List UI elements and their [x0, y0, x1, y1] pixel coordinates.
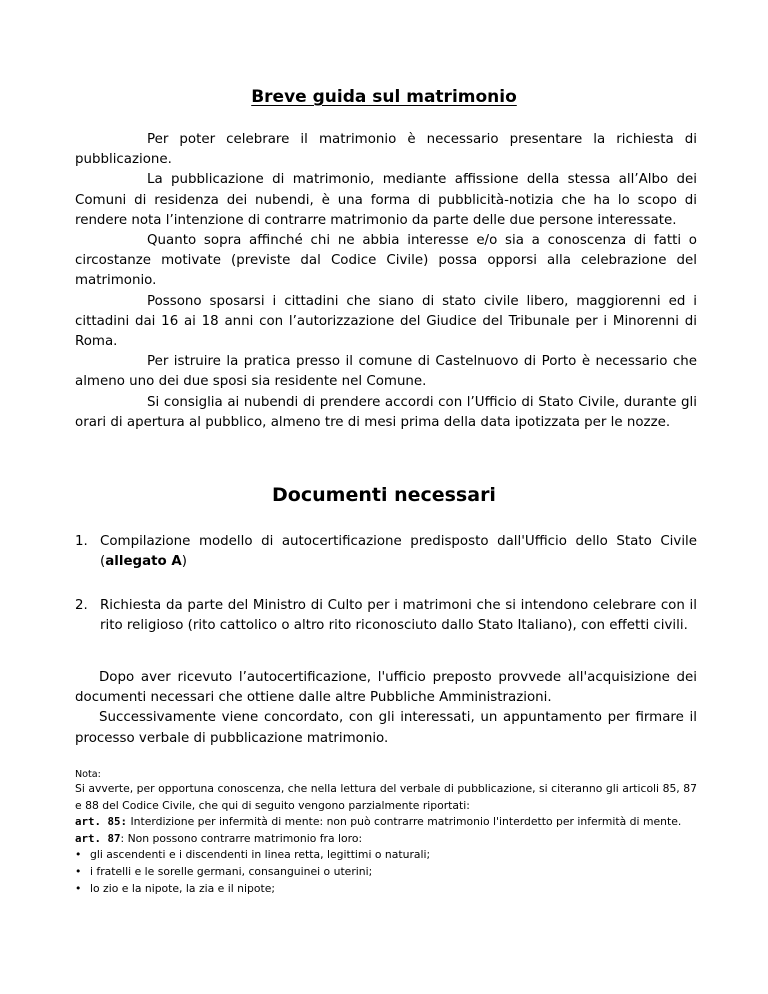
procedure-paragraph: Dopo aver ricevuto l’autocertificazione, l'ufficio preposto provvede all'acquisizione dei documenti necessari che ottiene dalle altre Pubbliche Amministrazioni. — [75, 670, 697, 706]
list-item: • lo zio e la nipote, la zia e il nipote; — [75, 881, 697, 898]
list-number: 1. — [75, 534, 88, 549]
attachment-label: allegato A — [105, 554, 182, 570]
page-title: Breve guida sul matrimonio — [251, 87, 517, 107]
bullet-icon: • — [75, 848, 82, 862]
intro-paragraph: Possono sposarsi i cittadini che siano di stato civile libero, maggiorenni ed i cittadini dai 16 ai 18 anni con l’autorizzazione del Giudice del Tribunale per i Minorenni di Roma. — [75, 293, 697, 350]
article-85: art. 85: Interdizione per infermità di mente: non può contrarre matrimonio l'interdetto per infermità di mente. — [75, 815, 682, 829]
list-item-text: Richiesta da parte del Ministro di Culto per i matrimoni che si intendono celebrare con il rito religioso (rito cattolico o altro rito riconosciuto dallo Stato Italiano), con effetti civili. — [100, 598, 697, 634]
intro-paragraph: La pubblicazione di matrimonio, mediante affissione della stessa all’Albo dei Comuni di residenza dei nubendi, è una forma di pubblicità-notizia che ha lo scopo di rendere nota l’intenzione di contrarre matrimonio da parte delle due persone interessate. — [75, 172, 697, 228]
list-item: • i fratelli e le sorelle germani, consanguinei o uterini; — [75, 864, 697, 881]
procedure-section — [75, 668, 697, 749]
intro-paragraph: Per poter celebrare il matrimonio è necessario presentare la richiesta di pubblicazione. — [75, 132, 697, 168]
note-label: Nota: — [75, 769, 101, 780]
intro-paragraph: Quanto sopra affinché chi ne abbia interesse e/o sia a conoscenza di fatti o circostanze motivate (previste dal Codice Civile) possa opporsi alla celebrazione del matrimonio. — [75, 233, 697, 289]
bullet-icon: • — [75, 881, 82, 895]
intro-paragraph: Per istruire la pratica presso il comune di Castelnuovo di Porto è necessario che almeno uno dei due sposi sia residente nel Comune. — [75, 354, 697, 390]
intro-section — [75, 130, 697, 433]
article-87: art. 87: Non possono contrarre matrimonio fra loro: — [75, 831, 363, 845]
list-item-text: Compilazione modello di autocertificazione predisposto dall'Ufficio dello Stato Civile (allegato A) — [100, 534, 697, 570]
list-item: • gli ascendenti e i discendenti in linea retta, legittimi o naturali; — [75, 847, 697, 864]
bullet-icon: • — [75, 864, 82, 878]
article-label: art. 85: — [75, 815, 128, 829]
note-intro: Si avverte, per opportuna conoscenza, che nella lettura del verbale di pubblicazione, si citeranno gli articoli 85, 87 e 88 del Codice Civile, che qui di seguito vengono parzialmente riportati: — [75, 782, 697, 812]
notes-section — [75, 768, 697, 897]
list-number: 2. — [75, 598, 88, 613]
article-87-list — [75, 847, 697, 897]
article-label: art. 87 — [75, 831, 121, 845]
intro-paragraph: Si consiglia ai nubendi di prendere accordi con l’Ufficio di Stato Civile, durante gli orari di apertura al pubblico, almeno tre di mesi prima della data ipotizzata per le nozze. — [75, 394, 697, 430]
section-title: Documenti necessari — [272, 484, 496, 506]
procedure-paragraph: Successivamente viene concordato, con gli interessati, un appuntamento per firmare il processo verbale di pubblicazione matrimonio. — [75, 710, 697, 746]
